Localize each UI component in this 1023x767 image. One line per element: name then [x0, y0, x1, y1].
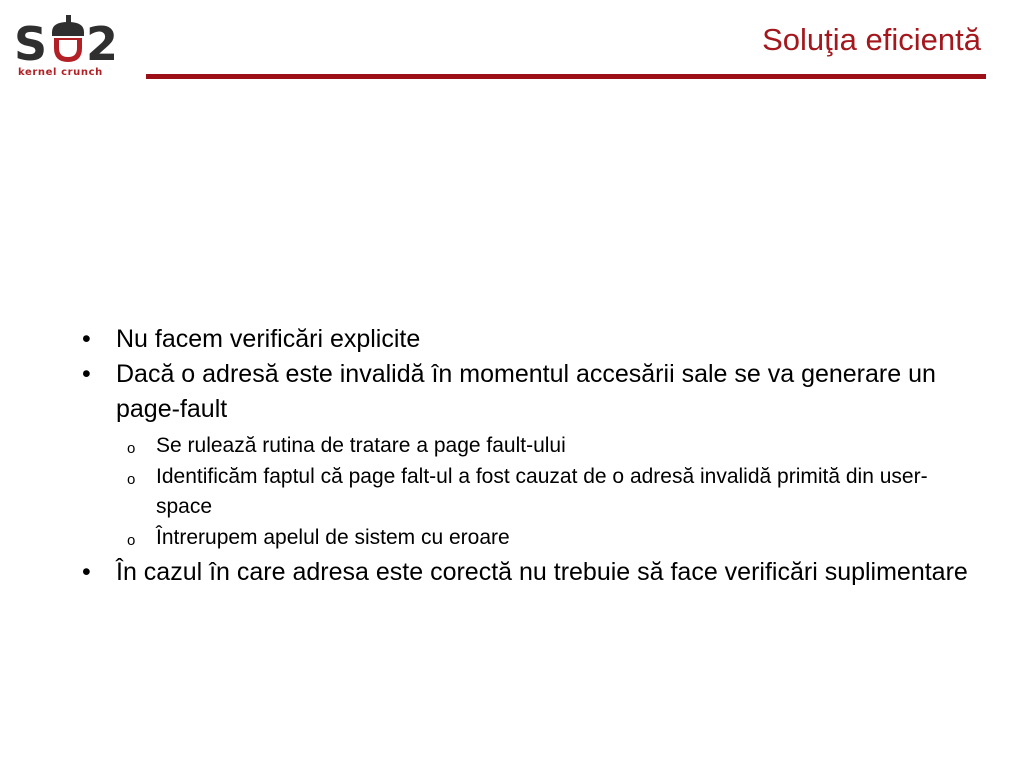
bullet-item — [80, 357, 980, 427]
bullet-text: Nu facem verificări explicite — [116, 325, 421, 353]
sub-bullet-marker: o — [127, 440, 136, 457]
bullet-marker: • — [82, 325, 91, 353]
sub-bullet-item — [127, 462, 980, 522]
bullet-text: În cazul în care adresa este corectă nu trebuie să face verificări suplimentare — [116, 558, 968, 586]
bullet-item — [80, 322, 980, 357]
sub-bullet-text: Se rulează rutina de tratare a page fault-ului — [156, 434, 566, 457]
so2-logo — [14, 12, 132, 84]
sub-bullet-item — [127, 431, 980, 461]
acorn-icon — [52, 15, 84, 62]
bullet-item — [80, 555, 980, 590]
sub-bullet-marker: o — [127, 532, 136, 549]
sub-bullet-marker: o — [127, 471, 136, 488]
logo-tagline: kernel crunch — [18, 67, 103, 78]
logo-digit-2: 2 — [86, 17, 119, 68]
slide-title: Soluţia eficientă — [762, 22, 981, 57]
bullet-marker: • — [82, 558, 91, 586]
slide-content — [80, 322, 980, 590]
so2-logo-mark — [14, 12, 132, 68]
sub-bullet-item — [127, 523, 980, 553]
sub-bullet-text: Întrerupem apelul de sistem cu eroare — [156, 526, 510, 549]
bullet-marker: • — [82, 360, 91, 388]
sub-bullet-text: Identificăm faptul că page falt-ul a fost cauzat de o adresă invalidă primită din user-space — [156, 465, 928, 518]
sub-bullet-list — [80, 431, 980, 553]
logo-letter-s: S — [14, 17, 48, 68]
bullet-text: Dacă o adresă este invalidă în momentul accesării sale se va generare un page-fault — [116, 360, 936, 423]
title-divider — [146, 74, 986, 79]
